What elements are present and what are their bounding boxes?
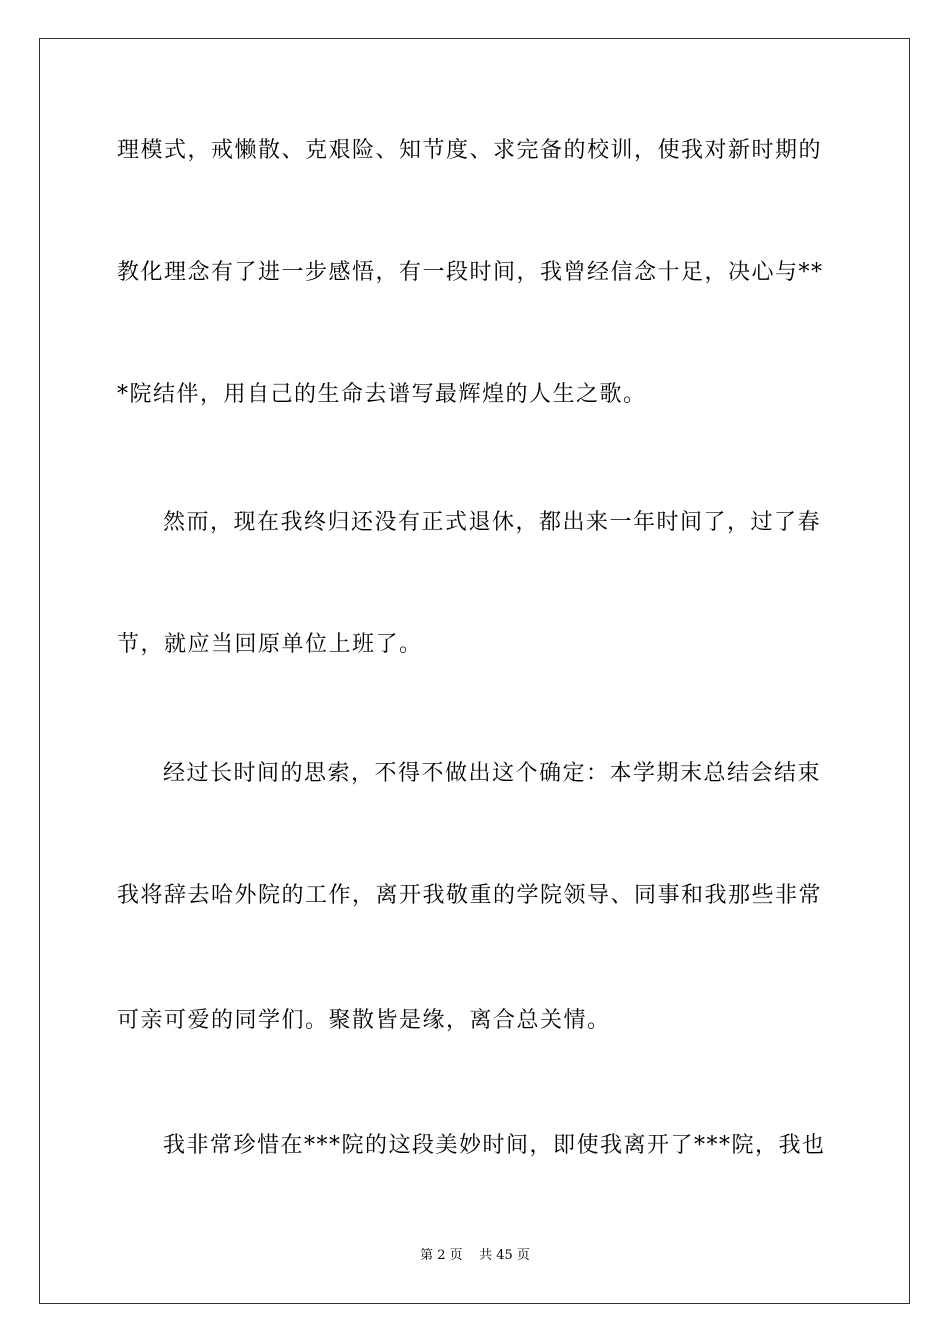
text-line-1: 理模式，戒懒散、克艰险、知节度、求完备的校训，使我对新时期的 [117, 138, 823, 163]
page-border [39, 38, 910, 1304]
text-line-9: 我非常珍惜在***院的这段美妙时间，即使我离开了***院，我也 [163, 1133, 826, 1158]
text-line-7: 我将辞去哈外院的工作，离开我敬重的学院领导、同事和我那些非常 [117, 883, 823, 908]
text-line-3: *院结伴，用自己的生命去谱写最辉煌的人生之歌。 [117, 382, 647, 407]
text-line-4: 然而，现在我终归还没有正式退休，都出来一年时间了，过了春 [163, 510, 822, 535]
text-line-6: 经过长时间的思索，不得不做出这个确定：本学期末总结会结束 [163, 761, 822, 786]
page-number-footer: 第 2 页 共 45 页 [420, 1248, 530, 1263]
text-line-2: 教化理念有了进一步感悟，有一段时间，我曾经信念十足，决心与** [117, 260, 824, 285]
text-line-5: 节，就应当回原单位上班了。 [117, 632, 423, 657]
text-line-8: 可亲可爱的同学们。聚散皆是缘，离合总关情。 [117, 1008, 611, 1033]
